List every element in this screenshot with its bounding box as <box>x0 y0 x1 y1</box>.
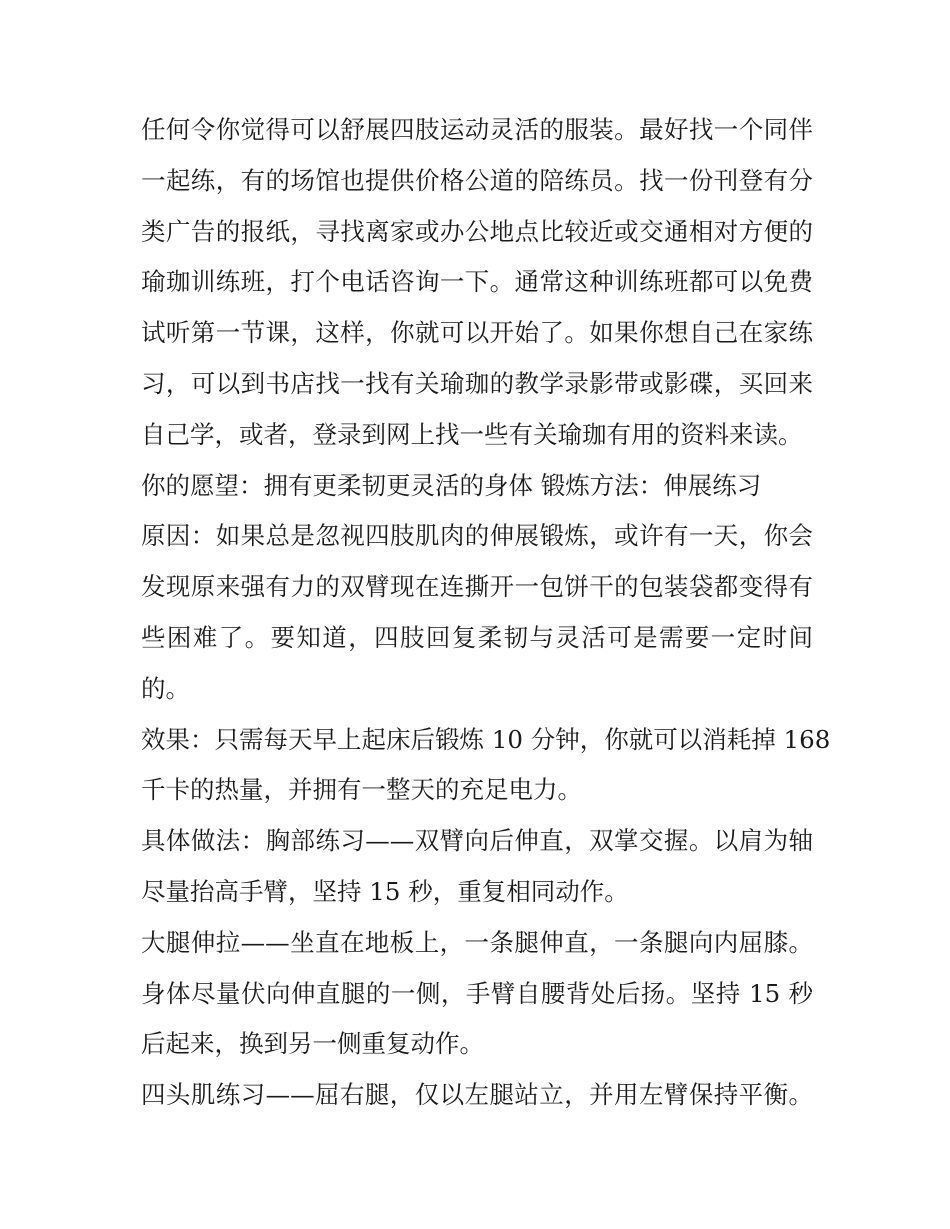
text-line: 原因：如果总是忽视四肢肌肉的伸展锻炼，或许有一天，你会 <box>141 521 813 551</box>
text-line: 尽量抬高手臂，坚持 15 秒，重复相同动作。 <box>141 876 629 906</box>
text-line: 你的愿望：拥有更柔韧更灵活的身体 锻炼方法：伸展练习 <box>141 470 762 500</box>
text-line: 的。 <box>141 673 190 703</box>
document-body <box>141 105 831 1121</box>
text-line: 试听第一节课，这样，你就可以开始了。如果你想自己在家练 <box>141 318 813 348</box>
text-line: 身体尽量伏向伸直腿的一侧，手臂自腰背处后扬。坚持 15 秒 <box>141 978 813 1008</box>
text-line: 千卡的热量，并拥有一整天的充足电力。 <box>141 775 582 805</box>
text-line: 任何令你觉得可以舒展四肢运动灵活的服装。最好找一个同伴 <box>141 115 813 144</box>
text-line: 习，可以到书店找一找有关瑜珈的教学录影带或影碟，买回来 <box>141 368 813 398</box>
text-line: 发现原来强有力的双臂现在连撕开一包饼干的包装袋都变得有 <box>141 572 813 602</box>
text-line: 大腿伸拉——坐直在地板上，一条腿伸直，一条腿向内屈膝。 <box>141 927 813 957</box>
text-line: 类广告的报纸，寻找离家或办公地点比较近或交通相对方便的 <box>141 216 813 246</box>
text-line: 具体做法：胸部练习——双臂向后伸直，双掌交握。以肩为轴 <box>141 826 813 856</box>
text-line: 自己学，或者，登录到网上找一些有关瑜珈有用的资料来读。 <box>141 419 803 449</box>
text-line: 一起练，有的场馆也提供价格公道的陪练员。找一份刊登有分 <box>141 165 813 195</box>
text-line: 后起来，换到另一侧重复动作。 <box>141 1029 484 1059</box>
text-line: 效果：只需每天早上起床后锻炼 10 分钟，你就可以消耗掉 168 <box>141 724 831 754</box>
text-line: 些困难了。要知道，四肢回复柔韧与灵活可是需要一定时间 <box>141 622 813 652</box>
text-line: 四头肌练习——屈右腿，仅以左腿站立，并用左臂保持平衡。 <box>141 1080 813 1110</box>
text-line: 瑜珈训练班，打个电话咨询一下。通常这种训练班都可以免费 <box>141 267 813 297</box>
